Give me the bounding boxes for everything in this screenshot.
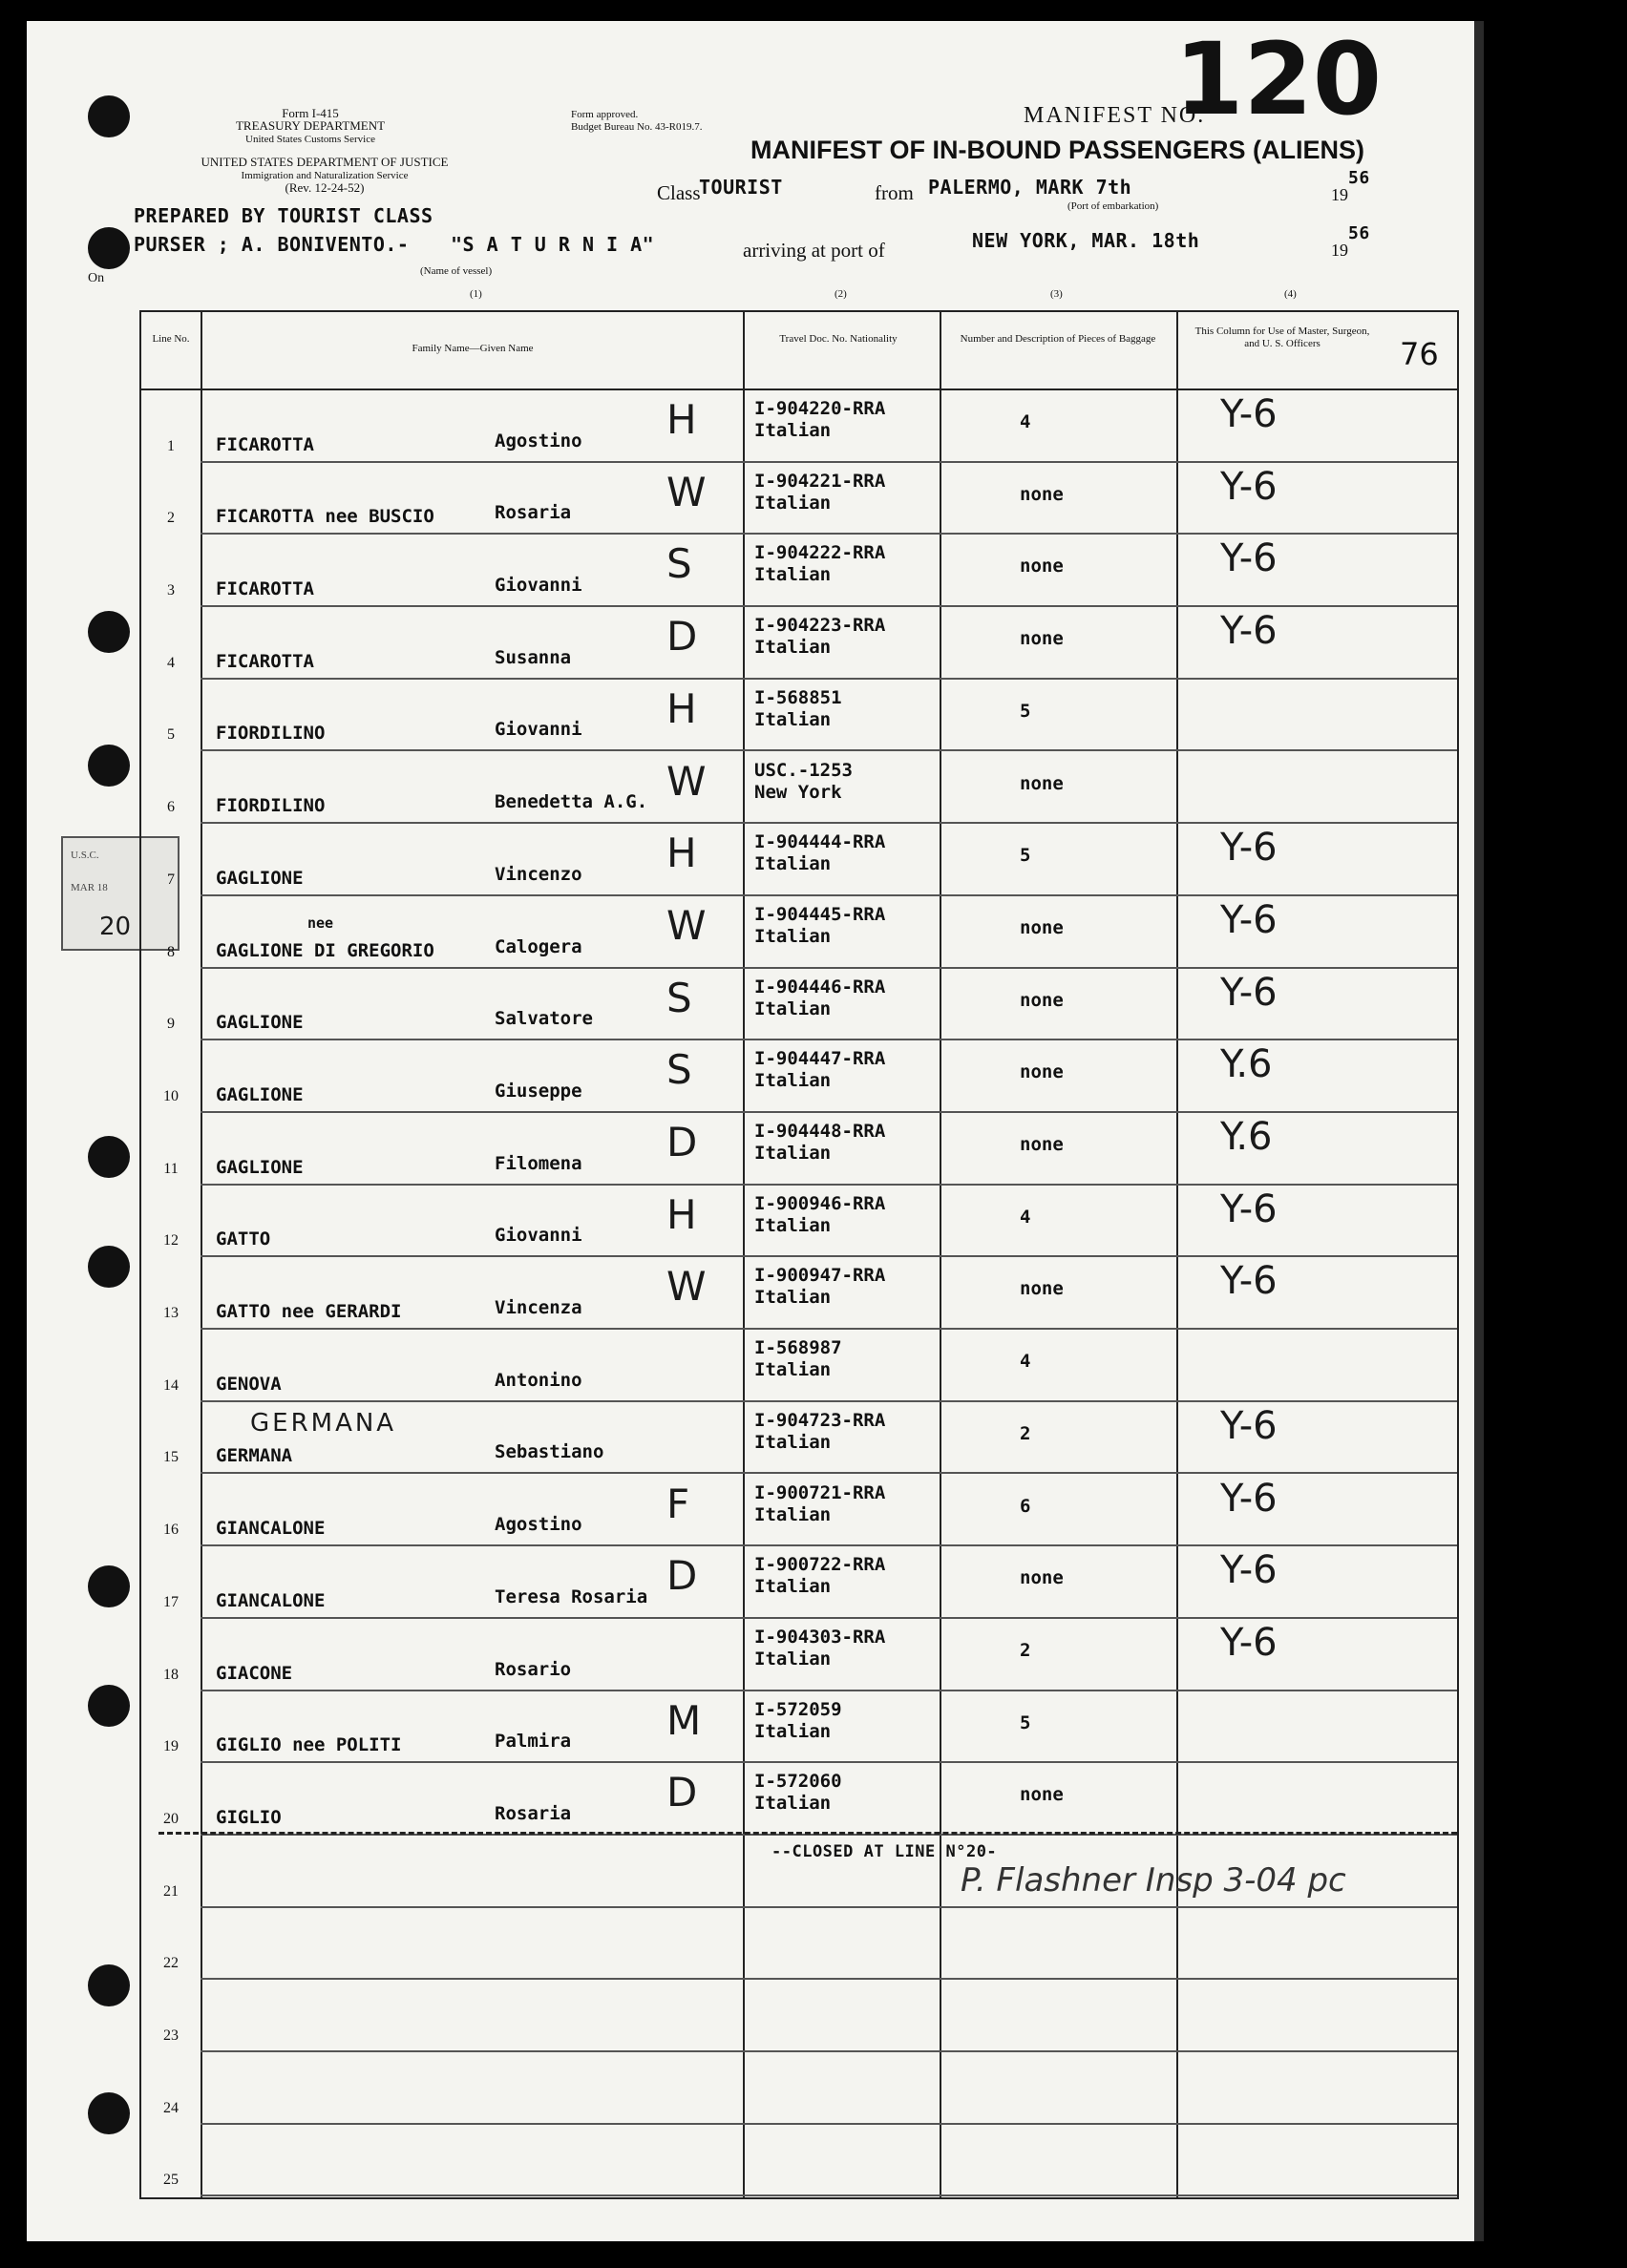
year-2: 56 xyxy=(1348,223,1370,243)
family-name: GERMANA xyxy=(216,1445,293,1467)
line-number: 24 xyxy=(163,2099,179,2116)
nationality: Italian xyxy=(754,564,832,586)
travel-doc-number: I-568987 xyxy=(754,1337,842,1359)
arriving-label: arriving at port of xyxy=(743,239,885,262)
nationality: Italian xyxy=(754,853,832,875)
class-label: Class xyxy=(657,181,701,204)
nationality: Italian xyxy=(754,637,832,659)
given-name: Agostino xyxy=(495,1514,582,1536)
form-approved: Form approved. xyxy=(571,109,639,120)
family-name: GATTO nee GERARDI xyxy=(216,1301,402,1323)
travel-doc-number: I-904220-RRA xyxy=(754,398,886,419)
relation-mark: D xyxy=(666,1769,698,1816)
officer-mark: Y-6 xyxy=(1220,1403,1278,1448)
travel-doc-number: I-904446-RRA xyxy=(754,976,886,998)
baggage: none xyxy=(1020,1134,1064,1155)
col-header-officers: This Column for Use of Master, Surgeon, and U. S. Officers xyxy=(1194,326,1370,349)
col-num-2: (2) xyxy=(835,288,847,300)
family-name: GAGLIONE xyxy=(216,1012,304,1034)
relation-mark: M xyxy=(666,1696,702,1744)
officer-mark: Y.6 xyxy=(1220,1115,1273,1159)
relation-mark: S xyxy=(666,974,692,1021)
stamp-line: MAR 18 xyxy=(71,882,108,893)
treasury-department: TREASURY DEPARTMENT xyxy=(235,118,386,133)
relation-mark: H xyxy=(666,830,697,877)
travel-doc-number: I-904223-RRA xyxy=(754,615,886,637)
officer-mark: Y-6 xyxy=(1220,897,1278,942)
relation-mark: S xyxy=(666,540,692,588)
punch-hole xyxy=(88,745,130,787)
nationality: Italian xyxy=(754,1793,832,1815)
table-row xyxy=(141,1186,1457,1258)
punch-hole xyxy=(88,611,130,653)
page-title: MANIFEST OF IN-BOUND PASSENGERS (ALIENS) xyxy=(750,136,1365,164)
year-prefix-2: 19 xyxy=(1331,241,1348,260)
inspector-note: P. Flashner Insp 3-04 pc xyxy=(961,1861,1346,1900)
year-prefix-1: 19 xyxy=(1331,185,1348,204)
given-name: Sebastiano xyxy=(495,1441,604,1463)
table-row xyxy=(141,1908,1457,1981)
given-name: Salvatore xyxy=(495,1008,593,1030)
baggage: none xyxy=(1020,556,1064,578)
relation-mark: D xyxy=(666,1552,698,1600)
table-row xyxy=(141,1113,1457,1186)
family-name: FICAROTTA xyxy=(216,433,314,455)
row-rule xyxy=(201,2194,1457,2196)
table-row xyxy=(141,2125,1457,2197)
family-name: GAGLIONE xyxy=(216,1083,304,1105)
family-name: GIACONE xyxy=(216,1662,293,1684)
relation-mark: D xyxy=(666,1119,698,1166)
closed-at-line: --CLOSED AT LINE N°20- xyxy=(771,1842,998,1861)
given-name: Rosaria xyxy=(495,1802,572,1824)
punch-hole xyxy=(88,1246,130,1288)
line-number: 5 xyxy=(167,726,175,744)
nationality: Italian xyxy=(754,1720,832,1742)
line-number: 12 xyxy=(163,1232,179,1250)
family-name: GIGLIO xyxy=(216,1806,282,1828)
officer-mark: Y-6 xyxy=(1220,970,1278,1015)
given-name: Susanna xyxy=(495,646,572,668)
officer-mark: Y-6 xyxy=(1220,536,1278,581)
line-number: 7 xyxy=(167,871,175,888)
baggage: 5 xyxy=(1020,1712,1031,1733)
line-number: 19 xyxy=(163,1738,179,1755)
vessel-name: "S A T U R N I A" xyxy=(451,233,655,256)
relation-mark: W xyxy=(666,468,707,515)
given-name: Antonino xyxy=(495,1369,582,1391)
line-number: 18 xyxy=(163,1666,179,1683)
line-number: 20 xyxy=(163,1810,179,1827)
travel-doc-number: I-900722-RRA xyxy=(754,1554,886,1576)
relation-mark: F xyxy=(666,1480,690,1527)
table-row xyxy=(141,1763,1457,1836)
family-name: FICAROTTA nee BUSCIO xyxy=(216,506,434,528)
purser: PURSER ; A. BONIVENTO.- xyxy=(134,233,410,256)
family-name: GAGLIONE DI GREGORIO xyxy=(216,939,434,961)
table-row xyxy=(141,824,1457,896)
family-name: GIANCALONE xyxy=(216,1518,326,1540)
nationality: Italian xyxy=(754,1359,832,1381)
relation-mark: H xyxy=(666,1190,697,1238)
relation-mark: D xyxy=(666,613,698,661)
officer-mark: Y-6 xyxy=(1220,464,1278,509)
nationality: Italian xyxy=(754,420,832,441)
officer-mark: Y-6 xyxy=(1220,1620,1278,1665)
nationality: Italian xyxy=(754,708,832,730)
given-name: Calogera xyxy=(495,935,582,957)
line-number: 25 xyxy=(163,2172,179,2189)
table-row xyxy=(141,896,1457,969)
nationality: Italian xyxy=(754,1431,832,1453)
given-name: Benedetta A.G. xyxy=(495,791,648,813)
family-name: FIORDILINO xyxy=(216,723,326,745)
given-name: Rosaria xyxy=(495,502,572,524)
family-name: FICAROTTA xyxy=(216,578,314,600)
col-num-1: (1) xyxy=(470,288,482,300)
line-number: 15 xyxy=(163,1449,179,1466)
given-name: Vincenza xyxy=(495,1297,582,1319)
baggage: none xyxy=(1020,1061,1064,1083)
form-number: Form I-415 xyxy=(282,106,339,120)
baggage: none xyxy=(1020,772,1064,794)
col-header-baggage: Number and Description of Pieces of Baggage xyxy=(960,333,1156,345)
relation-mark: W xyxy=(666,1263,707,1311)
relation-mark: H xyxy=(666,396,697,443)
table-row xyxy=(141,680,1457,752)
travel-doc-number: I-904445-RRA xyxy=(754,903,886,925)
table-row xyxy=(141,463,1457,536)
given-name: Giovanni xyxy=(495,1225,582,1247)
officer-mark: Y-6 xyxy=(1220,1548,1278,1593)
closing-dash-line xyxy=(158,1832,1457,1838)
family-name: GATTO xyxy=(216,1228,271,1250)
table-row xyxy=(141,1619,1457,1691)
manifest-number: 120 xyxy=(1174,21,1383,137)
side-number: 76 xyxy=(1400,336,1439,372)
prepared-by: PREPARED BY TOURIST CLASS xyxy=(134,204,433,227)
line-number: 13 xyxy=(163,1305,179,1322)
officer-mark: Y-6 xyxy=(1220,1476,1278,1521)
table-row xyxy=(141,1257,1457,1330)
from-value: PALERMO, MARK 7th xyxy=(928,176,1132,199)
family-name: GIANCALONE xyxy=(216,1589,326,1611)
line-number: 4 xyxy=(167,654,175,671)
punch-hole xyxy=(88,2092,130,2134)
punch-hole xyxy=(88,1565,130,1607)
col-header-doc: Travel Doc. No. Nationality xyxy=(779,333,898,345)
officer-mark: Y-6 xyxy=(1220,1259,1278,1304)
line-number: 21 xyxy=(163,1882,179,1900)
table-row xyxy=(141,1475,1457,1547)
table-row xyxy=(141,1691,1457,1764)
punch-hole xyxy=(88,1964,130,2006)
nationality: Italian xyxy=(754,492,832,514)
line-number: 14 xyxy=(163,1376,179,1394)
baggage: none xyxy=(1020,916,1064,938)
line-number: 10 xyxy=(163,1087,179,1104)
table-row xyxy=(141,2052,1457,2125)
officer-mark: Y.6 xyxy=(1220,1042,1273,1087)
year-1: 56 xyxy=(1348,168,1370,188)
nationality: Italian xyxy=(754,1214,832,1236)
given-name: Giovanni xyxy=(495,719,582,741)
baggage: 2 xyxy=(1020,1422,1031,1444)
travel-doc-number: I-904222-RRA xyxy=(754,542,886,564)
family-name: FICAROTTA xyxy=(216,650,314,672)
customs-service: United States Customs Service xyxy=(245,134,375,145)
officer-mark: Y-6 xyxy=(1220,609,1278,654)
baggage: none xyxy=(1020,628,1064,650)
stamp-line: U.S.C. xyxy=(71,850,99,861)
baggage: none xyxy=(1020,483,1064,505)
table-row xyxy=(141,535,1457,607)
travel-doc-number: I-900947-RRA xyxy=(754,1265,886,1287)
travel-doc-number: I-572059 xyxy=(754,1698,842,1720)
travel-doc-number: I-904723-RRA xyxy=(754,1409,886,1431)
given-name: Vincenzo xyxy=(495,863,582,885)
baggage: none xyxy=(1020,1567,1064,1589)
line-number: 9 xyxy=(167,1016,175,1033)
baggage: 5 xyxy=(1020,845,1031,867)
family-name: FIORDILINO xyxy=(216,795,326,817)
travel-doc-number: I-904447-RRA xyxy=(754,1048,886,1070)
family-name: GAGLIONE xyxy=(216,1156,304,1178)
given-name: Filomena xyxy=(495,1152,582,1174)
nationality: Italian xyxy=(754,1576,832,1598)
punch-hole xyxy=(88,1685,130,1727)
punch-hole xyxy=(88,227,130,269)
stamp-line: 20 xyxy=(99,913,132,941)
baggage: none xyxy=(1020,1784,1064,1806)
table-row xyxy=(141,607,1457,680)
col-header-line: Line No. xyxy=(152,333,190,345)
relation-mark: W xyxy=(666,901,707,949)
line-number: 23 xyxy=(163,2027,179,2045)
manifest-label: MANIFEST NO. xyxy=(1024,103,1206,128)
travel-doc-number: I-900721-RRA xyxy=(754,1481,886,1503)
baggage: 4 xyxy=(1020,1351,1031,1373)
line-number: 1 xyxy=(167,437,175,454)
officer-mark: Y-6 xyxy=(1220,392,1278,436)
col-num-3: (3) xyxy=(1050,288,1063,300)
col-header-name: Family Name—Given Name xyxy=(412,343,534,354)
nationality: Italian xyxy=(754,1143,832,1164)
revision-date: (Rev. 12-24-52) xyxy=(285,180,365,195)
arriving-value: NEW YORK, MAR. 18th xyxy=(972,229,1200,252)
nationality: Italian xyxy=(754,1648,832,1670)
vessel-note: (Name of vessel) xyxy=(420,265,493,277)
line-number: 11 xyxy=(163,1160,179,1177)
line-number: 3 xyxy=(167,582,175,599)
travel-doc-number: I-904303-RRA xyxy=(754,1626,886,1648)
given-name: Rosario xyxy=(495,1658,572,1680)
officer-mark: Y-6 xyxy=(1220,1186,1278,1231)
margin-mark: On xyxy=(88,271,105,285)
given-name: Teresa Rosaria xyxy=(495,1586,648,1607)
baggage: 6 xyxy=(1020,1495,1031,1517)
line-number: 2 xyxy=(167,510,175,527)
travel-doc-number: I-568851 xyxy=(754,686,842,708)
relation-mark: W xyxy=(666,757,707,805)
baggage: 5 xyxy=(1020,700,1031,722)
punch-hole xyxy=(88,95,130,137)
justice-department: UNITED STATES DEPARTMENT OF JUSTICE xyxy=(201,155,449,169)
nee-label: nee xyxy=(307,914,334,932)
baggage: none xyxy=(1020,989,1064,1011)
given-name: Agostino xyxy=(495,430,582,452)
table-row xyxy=(141,969,1457,1041)
baggage: 4 xyxy=(1020,411,1031,432)
table-row xyxy=(141,1980,1457,2052)
line-number: 8 xyxy=(167,943,175,960)
family-name: GAGLIONE xyxy=(216,867,304,889)
family-name: GIGLIO nee POLITI xyxy=(216,1734,402,1756)
from-label: from xyxy=(875,181,914,204)
nationality: Italian xyxy=(754,1070,832,1092)
ins-service: Immigration and Naturalization Service xyxy=(241,170,409,181)
relation-mark: S xyxy=(666,1046,692,1094)
table-row xyxy=(141,390,1457,463)
port-of-embarkation-note: (Port of embarkation) xyxy=(1067,200,1159,212)
family-name: GENOVA xyxy=(216,1373,282,1395)
baggage: 2 xyxy=(1020,1639,1031,1661)
punch-hole xyxy=(88,1136,130,1178)
line-number: 22 xyxy=(163,1955,179,1972)
nationality: Italian xyxy=(754,1503,832,1525)
nationality: Italian xyxy=(754,1287,832,1309)
table-row xyxy=(141,1040,1457,1113)
baggage: none xyxy=(1020,1278,1064,1300)
germana-correction: GERMANA xyxy=(250,1409,397,1438)
given-name: Giovanni xyxy=(495,575,582,597)
nationality: Italian xyxy=(754,925,832,947)
given-name: Giuseppe xyxy=(495,1080,582,1102)
nationality: New York xyxy=(754,781,842,803)
budget-bureau: Budget Bureau No. 43-R019.7. xyxy=(571,121,703,133)
officer-mark: Y-6 xyxy=(1220,826,1278,871)
table-row xyxy=(141,1330,1457,1402)
col-num-4: (4) xyxy=(1284,288,1297,300)
page-edge xyxy=(1474,21,1484,2241)
travel-doc-number: I-900946-RRA xyxy=(754,1192,886,1214)
line-number: 6 xyxy=(167,799,175,816)
passenger-table xyxy=(139,310,1459,2199)
travel-doc-number: I-572060 xyxy=(754,1771,842,1793)
travel-doc-number: I-904448-RRA xyxy=(754,1121,886,1142)
baggage: 4 xyxy=(1020,1206,1031,1228)
nationality: Italian xyxy=(754,998,832,1019)
travel-doc-number: I-904221-RRA xyxy=(754,470,886,492)
relation-mark: H xyxy=(666,684,697,732)
table-row xyxy=(141,752,1457,825)
travel-doc-number: I-904444-RRA xyxy=(754,831,886,853)
line-number: 16 xyxy=(163,1522,179,1539)
travel-doc-number: USC.-1253 xyxy=(754,759,853,781)
line-number: 17 xyxy=(163,1593,179,1610)
table-row xyxy=(141,1546,1457,1619)
given-name: Palmira xyxy=(495,1731,572,1753)
class-value: TOURIST xyxy=(699,176,783,199)
